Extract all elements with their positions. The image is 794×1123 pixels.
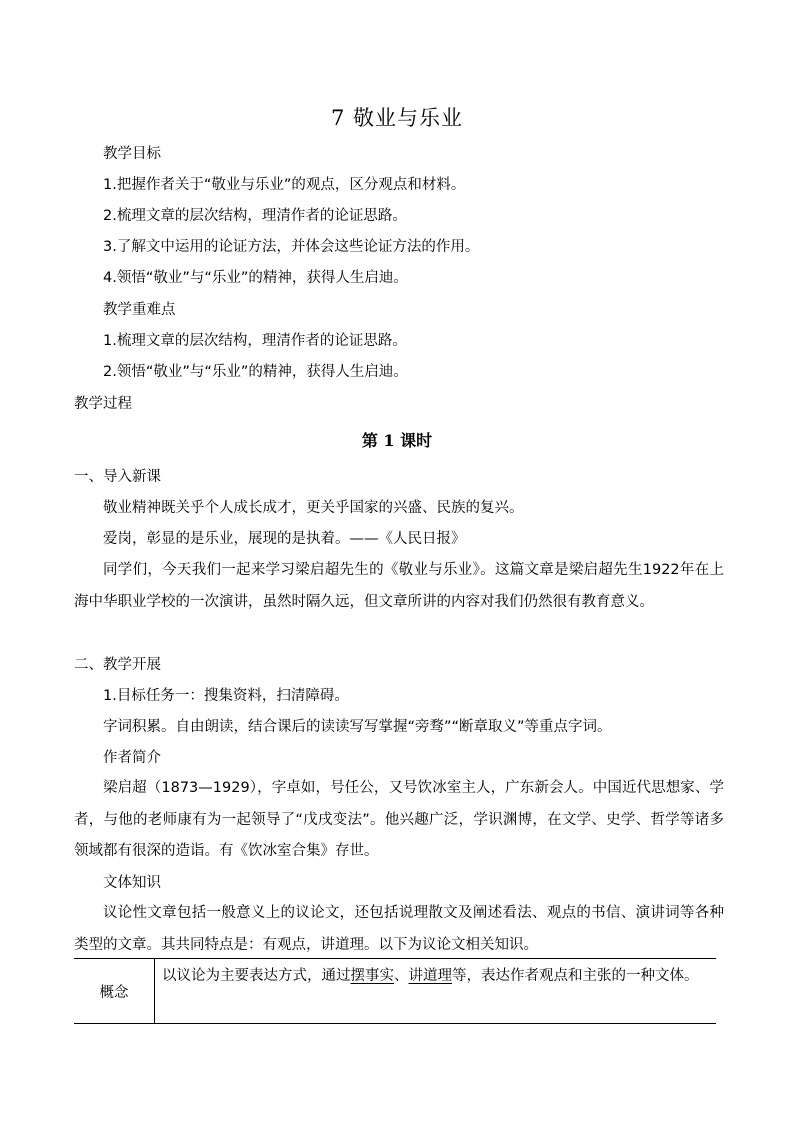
goals-heading: 教学目标 (103, 146, 161, 162)
section-heading-intro: 一、导入新课 (74, 469, 161, 485)
intro-quote: 敬业精神既关乎个人成长成才，更关乎国家的兴盛、民族的复兴。 (103, 500, 524, 516)
genre-heading: 文体知识 (103, 875, 161, 891)
goal-item: 4.领悟“敬业”与“乐业”的精神，获得人生启迪。 (103, 270, 408, 286)
author-paragraph: 梁启超（1873—1929），字卓如，号任公，又号饮冰室主人，广东新会人。中国近代思想家、学者，与他的老师康有为一起领导了“戊戌变法”。他兴趣广泛，学识渊博，在文学、史学、哲学等诸多领域都有很深的造诣。有《饮冰室合集》存世。 (74, 780, 724, 859)
key-point-item: 2.领悟“敬业”与“乐业”的精神，获得人生启迪。 (103, 364, 408, 380)
key-points-heading: 教学重难点 (103, 302, 176, 318)
intro-quote-source: 爱岗，彰显的是乐业，展现的是执着。——《人民日报》 (103, 531, 466, 547)
concept-table (74, 958, 716, 1024)
vocab-paragraph: 字词积累。自由朗读，结合课后的读读写写掌握“旁骛”“断章取义”等重点字词。 (103, 719, 612, 735)
key-point-item: 1.梳理文章的层次结构，理清作者的论证思路。 (103, 333, 407, 349)
concept-text: 等，表达作者观点和主张的一种文体。 (452, 968, 699, 984)
genre-paragraph: 议论性文章包括一般意义上的议论文，还包括说理散文及阐述看法、观点的书信、演讲词等各种类型的文章。其共同特点是：有观点，讲道理。以下为议论文相关知识。 (74, 905, 724, 953)
goal-item: 1.把握作者关于“敬业与乐业”的观点，区分观点和材料。 (103, 177, 466, 193)
task-one: 1.目标任务一：搜集资料，扫清障碍。 (103, 688, 349, 704)
concept-text: 以议论为主要表达方式，通过 (162, 968, 351, 984)
goal-item: 2.梳理文章的层次结构，理清作者的论证思路。 (103, 208, 407, 224)
underlined-term: 讲道理 (408, 968, 452, 984)
underlined-term: 摆事实 (350, 968, 394, 984)
intro-paragraph: 同学们，今天我们一起来学习梁启超先生的《敬业与乐业》。这篇文章是梁启超先生1922年在上海中华职业学校的一次演讲，虽然时隔久远，但文章所讲的内容对我们仍然很有教育意义。 (74, 562, 724, 610)
concept-definition (162, 961, 710, 992)
process-heading: 教学过程 (74, 396, 132, 412)
section-heading-development: 二、教学开展 (74, 657, 161, 673)
document-title: 7 敬业与乐业 (330, 106, 464, 130)
concept-text: 、 (394, 968, 409, 984)
concept-label: 概念 (74, 959, 155, 1023)
author-heading: 作者简介 (103, 750, 161, 766)
lesson-title: 第 1 课时 (361, 431, 433, 450)
goal-item: 3.了解文中运用的论证方法，并体会这些论证方法的作用。 (103, 239, 480, 255)
